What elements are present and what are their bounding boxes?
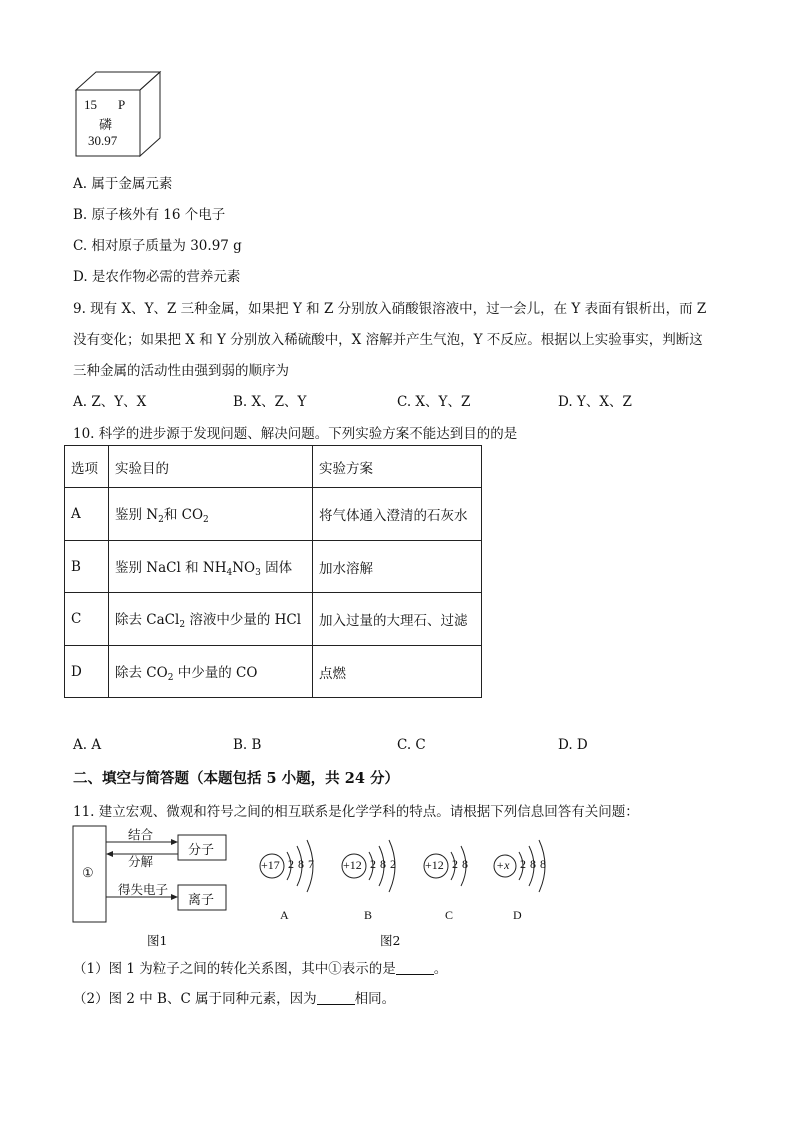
header-option: 选项 xyxy=(65,446,109,488)
atom-structure-d xyxy=(491,832,561,927)
shell-electrons: 2 xyxy=(452,857,458,871)
shell-electrons: 2 xyxy=(520,857,526,871)
row-goal: 除去 $CO_2$ 中少量的 CO xyxy=(109,646,313,698)
nucleus-charge: +17 xyxy=(261,858,280,872)
table-row xyxy=(65,593,482,646)
shell-electrons: 8 xyxy=(380,857,386,871)
shell-electrons: 7 xyxy=(308,857,314,871)
q9-option-c[interactable]: C. X、Y、Z xyxy=(397,394,471,410)
section2-title: 二、填空与简答题（本题包括 5 小题，共 24 分） xyxy=(73,770,399,787)
molecule-label: 分子 xyxy=(188,843,215,858)
row-goal: 鉴别 $N_2$和 $CO_2$ xyxy=(109,488,313,541)
q11-sub1-answer-blank[interactable] xyxy=(396,962,434,975)
element-name: 磷 xyxy=(99,118,113,133)
figure-1-caption: 图1 xyxy=(147,933,168,948)
shell-electrons: 8 xyxy=(540,857,546,871)
atom-label: C xyxy=(445,908,454,922)
gain-lose-electrons-label: 得失电子 xyxy=(118,882,169,897)
combine-label: 结合 xyxy=(128,827,154,842)
row-option: D xyxy=(65,646,109,698)
shell-electrons: 8 xyxy=(530,857,536,871)
table-row xyxy=(65,646,482,698)
q10-option-c[interactable]: C. C xyxy=(397,737,426,753)
q11-sub1 xyxy=(73,957,447,977)
atom-label: B xyxy=(364,908,373,922)
q10-table xyxy=(64,445,482,698)
q10-option-b[interactable]: B. B xyxy=(233,737,262,753)
q9-stem-line3: 三种金属的活动性由强到弱的顺序为 xyxy=(73,363,289,379)
q9-stem-line2: 没有变化；如果把 X 和 Y 分别放入稀硫酸中，X 溶解并产生气泡，Y 不反应。根据以上实验事实，判断这 xyxy=(73,332,703,348)
q9-option-a[interactable]: A. Z、Y、X xyxy=(73,394,147,410)
header-goal: 实验目的 xyxy=(109,446,313,488)
row-goal: 鉴别 NaCl 和 $NH_4NO_3$ 固体 xyxy=(109,541,313,593)
q8-option-c[interactable]: C. 相对原子质量为 30.97 g xyxy=(73,238,242,254)
element-box-frame xyxy=(72,70,164,158)
atom-structure-b xyxy=(339,832,409,927)
row-option: A xyxy=(65,488,109,541)
q10-option-d[interactable]: D. D xyxy=(558,737,588,753)
atom-structure-a xyxy=(257,832,327,927)
q8-option-d[interactable]: D. 是农作物必需的营养元素 xyxy=(73,269,241,285)
decompose-label: 分解 xyxy=(128,854,154,869)
row-plan: 将气体通入澄清的石灰水 xyxy=(313,488,482,541)
table-row xyxy=(65,488,482,541)
q9-option-d[interactable]: D. Y、X、Z xyxy=(558,394,632,410)
figure-2-caption: 图2 xyxy=(380,933,401,948)
nucleus-charge: +12 xyxy=(343,858,362,872)
ion-label: 离子 xyxy=(188,893,215,908)
q8-option-b[interactable]: B. 原子核外有 16 个电子 xyxy=(73,207,226,223)
row-plan: 加入过量的大理石、过滤 xyxy=(313,593,482,646)
table-row xyxy=(65,541,482,593)
nucleus-charge: +x xyxy=(496,858,510,872)
element-box xyxy=(72,70,164,158)
q11-sub2-answer-blank[interactable] xyxy=(317,992,355,1005)
shell-electrons: 2 xyxy=(370,857,376,871)
row-plan: 加水溶解 xyxy=(313,541,482,593)
row-option: B xyxy=(65,541,109,593)
figure-2 xyxy=(255,832,565,927)
q9-stem-line1: 9. 现有 X、Y、Z 三种金属，如果把 Y 和 Z 分别放入硝酸银溶液中，过一会儿，在 Y 表面有银析出，而 Z xyxy=(73,301,707,317)
row-goal: 除去 CaCl$_2$ 溶液中少量的 HCl xyxy=(109,593,313,646)
q11-sub2 xyxy=(73,987,395,1007)
atom-label: D xyxy=(513,908,522,922)
q9-option-b[interactable]: B. X、Z、Y xyxy=(233,394,307,410)
shell-electrons: 2 xyxy=(288,857,294,871)
nucleus-charge: +12 xyxy=(425,858,444,872)
shell-electrons: 8 xyxy=(298,857,304,871)
figure-1 xyxy=(72,824,232,924)
q10-stem: 10. 科学的进步源于发现问题、解决问题。下列实验方案不能达到目的的是 xyxy=(73,426,518,442)
q11-sub1-end: 。 xyxy=(433,961,448,977)
row-plan: 点燃 xyxy=(313,646,482,698)
q11-stem: 11. 建立宏观、微观和符号之间的相互联系是化学学科的特点。请根据下列信息回答有关问题： xyxy=(73,804,639,820)
q11-sub2-end: 相同。 xyxy=(354,991,396,1007)
atom-structure-c xyxy=(421,832,491,927)
q11-sub2-text: （2）图 2 中 B、C 属于同种元素，因为 xyxy=(73,991,317,1007)
header-plan: 实验方案 xyxy=(313,446,482,488)
element-symbol: P xyxy=(118,97,126,112)
shell-electrons: 8 xyxy=(462,857,468,871)
atom-label: A xyxy=(280,908,289,922)
atomic-number: 15 xyxy=(84,97,97,112)
q11-sub1-text: （1）图 1 为粒子之间的转化关系图，其中①表示的是 xyxy=(73,961,396,977)
q8-option-a[interactable]: A. 属于金属元素 xyxy=(73,176,173,192)
table-header-row xyxy=(65,446,482,488)
row-option: C xyxy=(65,593,109,646)
shell-electrons: 2 xyxy=(390,857,396,871)
atomic-mass: 30.97 xyxy=(88,133,118,148)
q10-option-a[interactable]: A. A xyxy=(73,737,102,753)
circle-one-label: ① xyxy=(82,866,94,881)
